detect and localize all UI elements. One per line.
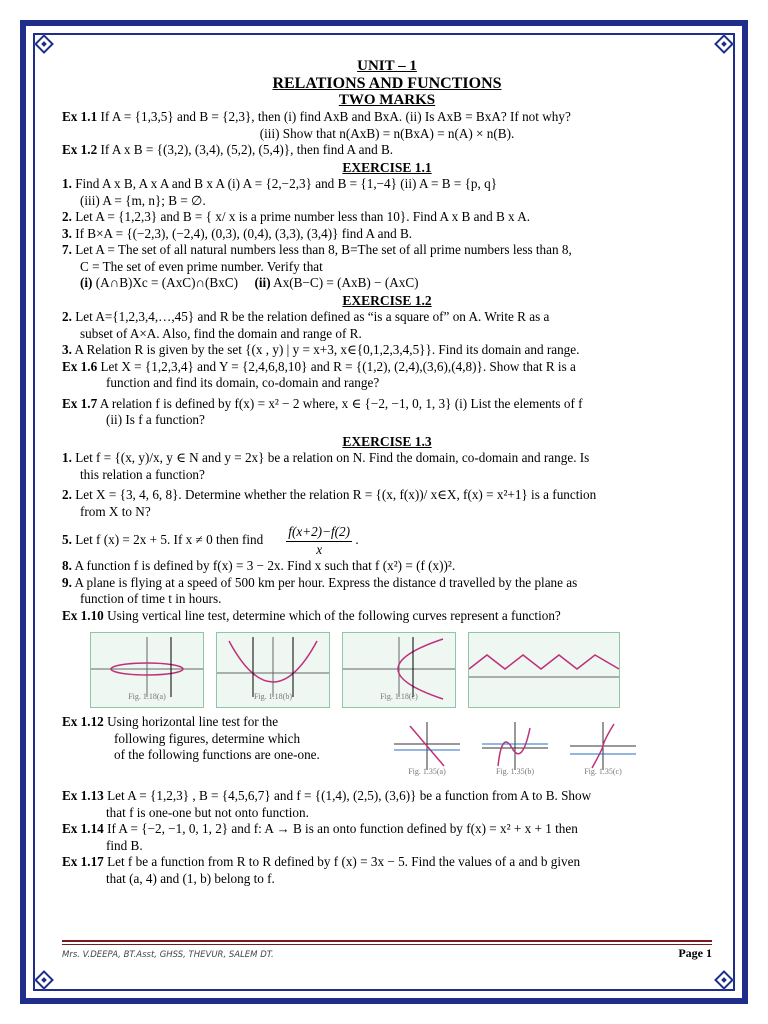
question: 1. Let f = {(x, y)/x, y ∈ N and y = 2x} be a relation on N. Find the domain, co-domain and range. Is — [62, 450, 590, 465]
graph-figure-s2 — [480, 720, 550, 782]
footer-rule — [62, 940, 712, 942]
figure-caption: Fig. 1.18(b) — [254, 691, 292, 701]
document-body — [62, 58, 712, 887]
question: Ex 1.7 A relation f is defined by f(x) = x² − 2 where, x ∈ {−2, −1, 0, 1, 3} (i) List the elements of f — [62, 395, 583, 411]
figure-caption: Fig. 1.18(c) — [380, 691, 418, 701]
question-line: that f is one-one but not onto function. — [106, 804, 309, 820]
question: 3. A Relation R is given by the set {(x , y) | y = x+3, x∈{0,1,2,3,4,5}}. Find its domain and range. — [62, 342, 580, 357]
question-line: C = The set of even prime number. Verify that — [80, 258, 323, 274]
question: Ex 1.12 Using horizontal line test for the following figures, determine which of the following functions are one-one. — [62, 714, 320, 762]
question-line: function of time t in hours. — [80, 591, 222, 606]
graph-figure-s3 — [568, 720, 638, 782]
exercise-heading: EXERCISE 1.2 — [342, 292, 432, 308]
question-line: that (a, 4) and (1, b) belong to f. — [106, 870, 275, 886]
question: 2. Let X = {3, 4, 6, 8}. Determine whether the relation R = {(x, f(x))/ x∈X, f(x) = x²+1} is a function — [62, 487, 597, 502]
graph-figure-c — [342, 632, 456, 708]
question: Ex 1.14 If A = {−2, −1, 0, 1, 2} and f: A → B is an onto function defined by f(x) = x² + x + 1 then — [62, 821, 578, 836]
footer-rule — [62, 944, 712, 945]
question: Ex 1.13 Let A = {1,2,3} , B = {4,5,6,7} and f = {(1,4), (2,5), (3,6)} be a function from A to B. Show — [62, 788, 592, 803]
question-line: (i) (A∩B)Xc = (AxC)∩(BxC) (ii) Ax(B−C) = (AxB) − (AxC) — [80, 275, 419, 290]
figure-caption: Fig. 1.35(a) — [408, 766, 446, 776]
question: Ex 1.1 If A = {1,3,5} and B = {2,3}, then (i) find AxB and BxA. (ii) Is AxB = BxA? If not why? — [62, 109, 571, 124]
question-line: this relation a function? — [80, 466, 205, 482]
question-line: (iii) A = {m, n}; B = ∅. — [80, 192, 206, 208]
question: Ex 1.6 Let X = {1,2,3,4} and Y = {2,4,6,8,10} and R = {(1,2), (2,4),(3,6),(4,8)}. Show that R is a — [62, 358, 576, 374]
question: 3. If B×A = {(−2,3), (−2,4), (0,3), (0,4), (3,3), (3,4)} find A and B. — [62, 225, 413, 241]
question: 8. A function f is defined by f(x) = 3 − 2x. Find x such that f (x²) = (f (x))². — [62, 558, 456, 573]
footer-author: Mrs. V.DEEPA, BT.Asst, GHSS, THEVUR, SALEM DT. — [62, 950, 274, 960]
figure-caption: Fig. 1.35(b) — [496, 766, 534, 776]
question-with-figures — [62, 714, 712, 782]
graph-figure-b — [216, 632, 330, 708]
unit-heading: UNIT – 1 — [357, 58, 417, 74]
graph-figure-s1 — [392, 720, 462, 782]
graph-figure-d — [468, 632, 620, 708]
vertical-line-test-figures — [90, 632, 712, 708]
question-line: from X to N? — [80, 503, 151, 519]
question: Ex 1.10 Using vertical line test, determine which of the following curves represent a function? — [62, 607, 561, 623]
question-line: function and find its domain, co-domain and range? — [106, 375, 380, 390]
horizontal-line-test-figures — [392, 720, 638, 782]
section-heading: TWO MARKS — [338, 92, 436, 108]
question: 9. A plane is flying at a speed of 500 km per hour. Express the distance d travelled by the plane as — [62, 574, 578, 590]
exercise-heading: EXERCISE 1.1 — [342, 159, 432, 175]
question: 2. Let A={1,2,3,4,…,45} and R be the relation defined as “is a square of” on A. Write R as a — [62, 309, 550, 324]
figure-caption: Fig. 1.35(c) — [584, 766, 622, 776]
page-number: Page 1 — [678, 946, 712, 960]
figure-caption: Fig. 1.18(a) — [128, 691, 166, 701]
question: 2. Let A = {1,2,3} and B = { x/ x is a prime number less than 10}. Find A x B and B x A. — [62, 209, 531, 224]
exercise-heading: EXERCISE 1.3 — [342, 433, 432, 449]
question: Ex 1.2 If A x B = {(3,2), (3,4), (5,2), (5,4)}, then find A and B. — [62, 142, 394, 157]
question: 7. Let A = The set of all natural numbers less than 8, B=The set of all prime numbers less than 8, — [62, 242, 572, 257]
question-line: find B. — [106, 837, 143, 853]
question: Ex 1.17 Let f be a function from R to R defined by f (x) = 3x − 5. Find the values of a and b given — [62, 854, 581, 869]
page-title: RELATIONS AND FUNCTIONS — [272, 75, 502, 92]
graph-plot — [469, 633, 619, 707]
question-line: subset of A×A. Also, find the domain and range of R. — [80, 325, 362, 341]
fraction: $\frac{f(x+2)-f(2)}{x}$ — [288, 524, 351, 557]
question: 1. Find A x B, A x A and B x A (i) A = {2,−2,3} and B = {1,−4} (ii) A = B = {p, q} — [62, 176, 498, 191]
graph-figure-a — [90, 632, 204, 708]
question: 5. Let f (x) = 2x + 5. If x ≠ 0 then find $\frac{f(x+2)-f(2)}{x}$ . — [62, 524, 359, 557]
question-line: (ii) Is f a function? — [106, 412, 205, 427]
question-line: (iii) Show that n(AxB) = n(BxA) = n(A) × n(B). — [259, 125, 515, 141]
